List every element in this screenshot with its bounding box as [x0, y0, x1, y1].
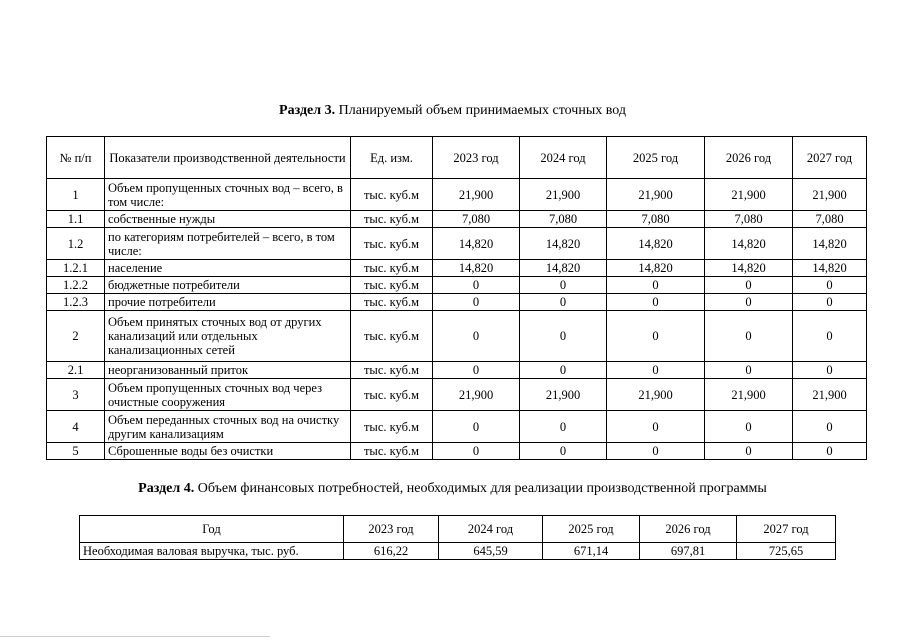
value-cell: 0 [793, 443, 867, 460]
value-cell: 14,820 [433, 228, 520, 260]
unit-cell: тыс. куб.м [351, 228, 433, 260]
value-cell: 0 [793, 277, 867, 294]
header-cell: Ед. изм. [351, 137, 433, 179]
value-cell: 0 [520, 411, 607, 443]
value-cell: 14,820 [793, 228, 867, 260]
value-cell: 14,820 [607, 260, 705, 277]
row-number-cell: 1.2 [47, 228, 105, 260]
unit-cell: тыс. куб.м [351, 443, 433, 460]
indicator-cell: по категориям потребителей – всего, в том числе: [105, 228, 351, 260]
unit-cell: тыс. куб.м [351, 179, 433, 211]
table-row [47, 443, 867, 460]
value-cell: 0 [433, 311, 520, 362]
row-number-cell: 5 [47, 443, 105, 460]
value-cell: 21,900 [520, 379, 607, 411]
indicator-cell: прочие потребители [105, 294, 351, 311]
header-cell: 2025 год [607, 137, 705, 179]
table-row [80, 543, 836, 560]
value-cell: 7,080 [520, 211, 607, 228]
table-row [47, 228, 867, 260]
value-cell: 7,080 [705, 211, 793, 228]
section-4-title [0, 481, 905, 497]
value-cell: 0 [520, 311, 607, 362]
row-number-cell: 1 [47, 179, 105, 211]
indicator-cell: Объем пропущенных сточных вод – всего, в том числе: [105, 179, 351, 211]
table-header-row [80, 516, 836, 543]
value-cell: 0 [520, 277, 607, 294]
value-cell: 0 [607, 411, 705, 443]
table-row [47, 411, 867, 443]
value-cell: 14,820 [793, 260, 867, 277]
value-cell: 0 [520, 294, 607, 311]
header-cell: № п/п [47, 137, 105, 179]
value-cell: 0 [705, 362, 793, 379]
value-cell: 0 [705, 311, 793, 362]
value-cell: 14,820 [705, 260, 793, 277]
row-number-cell: 2 [47, 311, 105, 362]
unit-cell: тыс. куб.м [351, 294, 433, 311]
header-cell: 2024 год [439, 516, 543, 543]
row-number-cell: 2.1 [47, 362, 105, 379]
value-cell: 0 [433, 443, 520, 460]
header-cell: 2024 год [520, 137, 607, 179]
unit-cell: тыс. куб.м [351, 311, 433, 362]
value-cell: 21,900 [433, 379, 520, 411]
wastewater-volume-table [46, 136, 867, 460]
value-cell: 0 [433, 277, 520, 294]
value-cell: 671,14 [543, 543, 640, 560]
row-number-cell: 4 [47, 411, 105, 443]
table-row [47, 211, 867, 228]
value-cell: 0 [793, 362, 867, 379]
table-row [47, 362, 867, 379]
row-number-cell: 1.1 [47, 211, 105, 228]
header-cell: 2023 год [344, 516, 439, 543]
header-cell: 2026 год [640, 516, 737, 543]
value-cell: 7,080 [793, 211, 867, 228]
value-cell: 21,900 [607, 179, 705, 211]
table-row [47, 379, 867, 411]
value-cell: 21,900 [793, 179, 867, 211]
value-cell: 14,820 [520, 260, 607, 277]
table-row [47, 311, 867, 362]
value-cell: 0 [607, 362, 705, 379]
value-cell: 0 [433, 294, 520, 311]
header-cell: 2027 год [793, 137, 867, 179]
indicator-cell: собственные нужды [105, 211, 351, 228]
value-cell: 0 [607, 443, 705, 460]
value-cell: 14,820 [705, 228, 793, 260]
row-number-cell: 1.2.1 [47, 260, 105, 277]
header-cell: 2023 год [433, 137, 520, 179]
value-cell: 0 [607, 277, 705, 294]
row-number-cell: 3 [47, 379, 105, 411]
value-cell: 0 [793, 294, 867, 311]
row-name-cell: Необходимая валовая выручка, тыс. руб. [80, 543, 344, 560]
indicator-cell: неорганизованный приток [105, 362, 351, 379]
value-cell: 0 [520, 443, 607, 460]
section-4-caption: Объем финансовых потребностей, необходимых для реализации производственной программы [194, 481, 767, 496]
value-cell: 0 [705, 411, 793, 443]
value-cell: 14,820 [433, 260, 520, 277]
value-cell: 0 [793, 411, 867, 443]
indicator-cell: бюджетные потребители [105, 277, 351, 294]
page-edge-line [0, 636, 270, 637]
value-cell: 21,900 [607, 379, 705, 411]
indicator-cell: Объем принятых сточных вод от других канализаций или отдельных канализационных сетей [105, 311, 351, 362]
value-cell: 725,65 [737, 543, 836, 560]
value-cell: 21,900 [520, 179, 607, 211]
header-cell: Год [80, 516, 344, 543]
value-cell: 616,22 [344, 543, 439, 560]
section-3-caption: Планируемый объем принимаемых сточных вод [335, 103, 626, 118]
unit-cell: тыс. куб.м [351, 211, 433, 228]
unit-cell: тыс. куб.м [351, 260, 433, 277]
indicator-cell: Объем пропущенных сточных вод через очистные сооружения [105, 379, 351, 411]
value-cell: 0 [433, 411, 520, 443]
value-cell: 0 [793, 311, 867, 362]
table-row [47, 260, 867, 277]
value-cell: 14,820 [607, 228, 705, 260]
indicator-cell: Объем переданных сточных вод на очистку другим канализациям [105, 411, 351, 443]
value-cell: 0 [433, 362, 520, 379]
header-cell: 2027 год [737, 516, 836, 543]
value-cell: 7,080 [433, 211, 520, 228]
value-cell: 21,900 [433, 179, 520, 211]
value-cell: 0 [705, 277, 793, 294]
value-cell: 0 [705, 443, 793, 460]
value-cell: 0 [705, 294, 793, 311]
header-cell: 2025 год [543, 516, 640, 543]
header-cell: Показатели производственной деятельности [105, 137, 351, 179]
header-cell: 2026 год [705, 137, 793, 179]
value-cell: 21,900 [705, 379, 793, 411]
unit-cell: тыс. куб.м [351, 362, 433, 379]
table-row [47, 179, 867, 211]
table-header-row [47, 137, 867, 179]
indicator-cell: население [105, 260, 351, 277]
indicator-cell: Сброшенные воды без очистки [105, 443, 351, 460]
value-cell: 21,900 [793, 379, 867, 411]
value-cell: 645,59 [439, 543, 543, 560]
row-number-cell: 1.2.3 [47, 294, 105, 311]
value-cell: 0 [607, 294, 705, 311]
row-number-cell: 1.2.2 [47, 277, 105, 294]
section-4-label: Раздел 4. [138, 481, 195, 496]
section-3-title [0, 103, 905, 119]
value-cell: 21,900 [705, 179, 793, 211]
value-cell: 697,81 [640, 543, 737, 560]
value-cell: 14,820 [520, 228, 607, 260]
value-cell: 0 [607, 311, 705, 362]
unit-cell: тыс. куб.м [351, 379, 433, 411]
table-row [47, 277, 867, 294]
value-cell: 7,080 [607, 211, 705, 228]
unit-cell: тыс. куб.м [351, 411, 433, 443]
value-cell: 0 [520, 362, 607, 379]
section-3-label: Раздел 3. [279, 103, 336, 118]
unit-cell: тыс. куб.м [351, 277, 433, 294]
table-row [47, 294, 867, 311]
financial-needs-table [79, 515, 836, 560]
